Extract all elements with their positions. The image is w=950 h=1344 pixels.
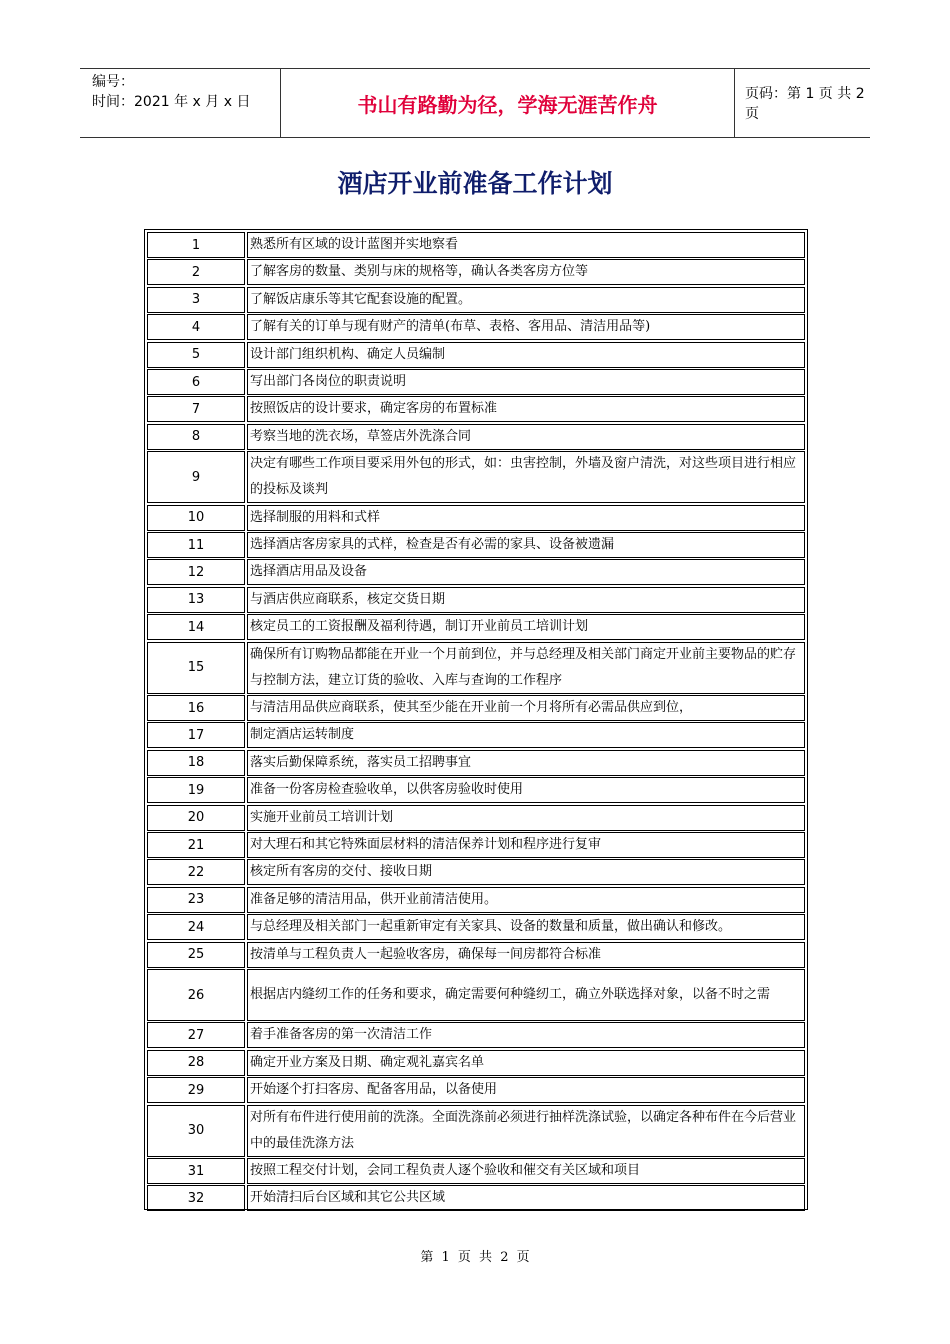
row-number: 16 [147,695,245,721]
row-task: 对所有布件进行使用前的洗涤。全面洗涤前必须进行抽样洗涤试验，以确定各种布件在今后营业中的最佳洗涤方法 [247,1105,805,1157]
table-row [147,232,805,258]
row-task: 了解饭店康乐等其它配套设施的配置。 [247,287,805,313]
page-footer: 第 1 页 共 2 页 [420,1250,530,1265]
row-number: 13 [147,587,245,613]
table-row [147,942,805,968]
table-row [147,287,805,313]
row-number: 24 [147,914,245,940]
table-row [147,424,805,450]
row-number: 32 [147,1185,245,1211]
date-label: 时间：2021 年 x 月 x 日 [92,94,251,110]
serial-label: 编号： [92,74,134,90]
table-row [147,396,805,422]
table-row [147,369,805,395]
row-task: 实施开业前员工培训计划 [247,805,805,831]
table-row [147,614,805,640]
row-task: 熟悉所有区域的设计蓝图并实地察看 [247,232,805,258]
table-row [147,642,805,694]
row-task: 与总经理及相关部门一起重新审定有关家具、设备的数量和质量，做出确认和修改。 [247,914,805,940]
row-task: 写出部门各岗位的职责说明 [247,369,805,395]
table-row [147,1077,805,1103]
row-task: 按照饭店的设计要求，确定客房的布置标准 [247,396,805,422]
header-motto: 书山有路勤为径，学海无涯苦作舟 [280,69,735,137]
row-task: 选择酒店客房家具的式样，检查是否有必需的家具、设备被遗漏 [247,532,805,558]
row-task: 确定开业方案及日期、确定观礼嘉宾名单 [247,1050,805,1076]
row-number: 4 [147,314,245,340]
row-number: 14 [147,614,245,640]
table-row [147,722,805,748]
row-number: 23 [147,887,245,913]
row-number: 8 [147,424,245,450]
row-number: 7 [147,396,245,422]
row-task: 开始清扫后台区域和其它公共区域 [247,1185,805,1211]
row-task: 考察当地的洗衣场，草签店外洗涤合同 [247,424,805,450]
table-row [147,587,805,613]
row-number: 26 [147,969,245,1021]
row-task: 决定有哪些工作项目要采用外包的形式，如：虫害控制，外墙及窗户清洗，对这些项目进行相应的投标及谈判 [247,451,805,503]
table-row [147,259,805,285]
table-row [147,914,805,940]
row-number: 10 [147,505,245,531]
page-header [80,68,870,138]
row-number: 18 [147,750,245,776]
table-row [147,505,805,531]
row-number: 1 [147,232,245,258]
row-number: 9 [147,451,245,503]
row-task: 设计部门组织机构、确定人员编制 [247,342,805,368]
table-row [147,969,805,1021]
row-task: 了解有关的订单与现有财产的清单(布草、表格、客用品、清洁用品等) [247,314,805,340]
task-table [144,229,808,1210]
row-task: 核定员工的工资报酬及福利待遇，制订开业前员工培训计划 [247,614,805,640]
table-row [147,1050,805,1076]
table-row [147,887,805,913]
row-number: 27 [147,1022,245,1048]
row-number: 31 [147,1158,245,1184]
row-number: 29 [147,1077,245,1103]
row-number: 20 [147,805,245,831]
row-task: 准备一份客房检查验收单，以供客房验收时使用 [247,777,805,803]
row-task: 着手准备客房的第一次清洁工作 [247,1022,805,1048]
row-task: 落实后勤保障系统，落实员工招聘事宜 [247,750,805,776]
row-task: 选择酒店用品及设备 [247,559,805,585]
table-row [147,342,805,368]
row-number: 2 [147,259,245,285]
row-task: 制定酒店运转制度 [247,722,805,748]
document-title: 酒店开业前准备工作计划 [337,169,613,198]
row-number: 11 [147,532,245,558]
table-row [147,559,805,585]
row-task: 对大理石和其它特殊面层材料的清洁保养计划和程序进行复审 [247,832,805,858]
row-number: 15 [147,642,245,694]
table-row [147,1022,805,1048]
table-row [147,777,805,803]
row-number: 12 [147,559,245,585]
row-number: 30 [147,1105,245,1157]
table-row [147,695,805,721]
row-number: 28 [147,1050,245,1076]
table-row [147,314,805,340]
row-number: 17 [147,722,245,748]
row-task: 开始逐个打扫客房、配备客用品，以备使用 [247,1077,805,1103]
table-row [147,1185,805,1211]
row-task: 选择制服的用料和式样 [247,505,805,531]
row-task: 根据店内缝纫工作的任务和要求，确定需要何种缝纫工，确立外联选择对象，以备不时之需 [247,969,805,1021]
row-task: 确保所有订购物品都能在开业一个月前到位，并与总经理及相关部门商定开业前主要物品的贮存与控制方法，建立订货的验收、入库与查询的工作程序 [247,642,805,694]
row-number: 19 [147,777,245,803]
table-row [147,750,805,776]
row-task: 与清洁用品供应商联系，使其至少能在开业前一个月将所有必需品供应到位， [247,695,805,721]
table-row [147,1158,805,1184]
row-number: 5 [147,342,245,368]
row-task: 了解客房的数量、类别与床的规格等，确认各类客房方位等 [247,259,805,285]
table-row [147,859,805,885]
table-row [147,532,805,558]
table-row [147,832,805,858]
row-task: 准备足够的清洁用品，供开业前清洁使用。 [247,887,805,913]
row-task: 与酒店供应商联系，核定交货日期 [247,587,805,613]
table-row [147,1105,805,1157]
row-number: 3 [147,287,245,313]
row-number: 22 [147,859,245,885]
row-task: 按清单与工程负责人一起验收客房，确保每一间房都符合标准 [247,942,805,968]
header-page-info: 页码：第 1 页 共 2 页 [745,86,865,122]
row-number: 25 [147,942,245,968]
row-task: 按照工程交付计划，会同工程负责人逐个验收和催交有关区域和项目 [247,1158,805,1184]
header-left-cell [80,69,280,137]
table-row [147,451,805,503]
row-number: 21 [147,832,245,858]
row-number: 6 [147,369,245,395]
row-task: 核定所有客房的交付、接收日期 [247,859,805,885]
table-row [147,805,805,831]
